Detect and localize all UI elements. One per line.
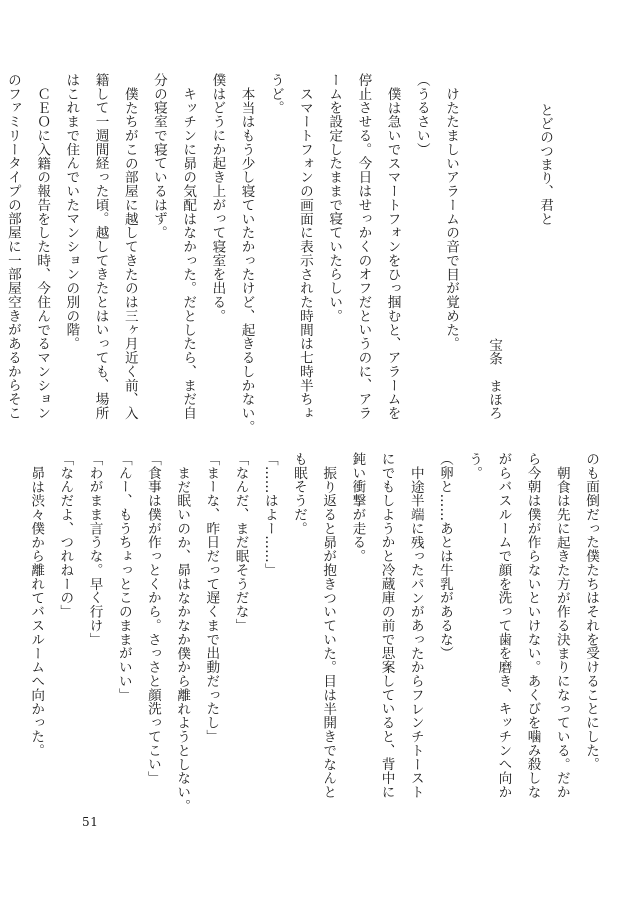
text-line: 朝食は先に起きた方が作る決まりになっている。だか [553, 466, 570, 799]
text-line: けたたましいアラームの音で目が覚めた。 [443, 87, 459, 351]
text-line: 鈍い衝撃が走る。 [349, 452, 366, 563]
text-line: （卵と……あとは牛乳があるな） [436, 452, 453, 661]
text-line: 本当はもう少し寝ていたかったけど、起きるしかない。 [238, 87, 255, 434]
text-line: 「わがまま言うな。早く行け」 [86, 452, 103, 647]
story-author: 宝条 まほろ [486, 338, 502, 420]
text-line: スマートフォンの画面に表示された時間は七時半ちょ [296, 87, 313, 420]
text-line: 「まーな、昨日だって遅くまで出動だったし」 [203, 452, 220, 744]
text-line: まだ眠いのか、昴はなかなか僕から離れようとしない。 [174, 466, 191, 813]
text-line: はこれまで住んでいたマンションの別の階。 [63, 73, 80, 351]
text-line: ームを設定したままで寝ていたらしい。 [326, 73, 343, 323]
text-line: 振り返ると昴が抱きついていた。目は半開きでなんと [320, 466, 337, 799]
text-line: がらバスルームで顔を洗って歯を磨き、キッチンへ向か [495, 452, 512, 799]
text-line: のも面倒だった僕たちはそれを受けることにした。 [583, 452, 599, 772]
text-line: のファミリータイプの部屋に一部屋空きがあるからそこ [4, 73, 21, 420]
text-line: （うるさい） [413, 73, 430, 157]
text-line: 「……はよー……」 [261, 452, 278, 577]
text-line: ＣＥＯに入籍の報告をした時、今住んでるマンション [34, 87, 51, 420]
text-line: 中途半端に残ったパンがあったからフレンチトースト [407, 466, 424, 799]
text-line: うど。 [267, 73, 284, 115]
text-line: 籍して一週間経った頃。越してきたとはいっても、場所 [92, 73, 109, 420]
text-line: ら今朝は僕が作らないといけない。あくびを噛み殺しな [524, 452, 541, 799]
text-line: う。 [466, 452, 483, 480]
text-line: 昴は渋々僕から離れてバスルームへ向かった。 [28, 466, 45, 758]
text-line: も眠そうだ。 [290, 452, 307, 536]
text-line: 「なんだよ、つれねーの」 [57, 452, 74, 619]
page-number: 51 [82, 815, 99, 829]
text-line: 僕たちがこの部屋に越してきたのは三ヶ月近く前、入 [121, 87, 138, 420]
upper-text-block [0, 73, 465, 443]
text-line: にでもしようかと冷蔵庫の前で思案していると、背中に [378, 452, 395, 799]
text-line: 「んー、もうちょっとこのままがいい」 [115, 452, 132, 702]
text-line: キッチンに昴の気配はなかった。だとしたら、まだ自 [180, 87, 197, 420]
story-title: とどのつまり、君と [537, 103, 553, 226]
text-line: 僕は急いでスマートフォンをひっ掴むと、アラームを [384, 87, 401, 420]
text-line: 停止させる。今日はせっかくのオフだというのに、アラ [355, 73, 372, 420]
text-line: 分の寝室で寝ているはず。 [150, 73, 167, 240]
text-line: 僕はどうにか起き上がって寝室を出る。 [209, 73, 226, 323]
text-line: 「食事は僕が作っとくから。さっさと顔洗ってこい」 [144, 452, 161, 785]
lower-text-block [21, 452, 605, 822]
text-line: 「なんだ、まだ眠そうだな」 [232, 452, 249, 633]
